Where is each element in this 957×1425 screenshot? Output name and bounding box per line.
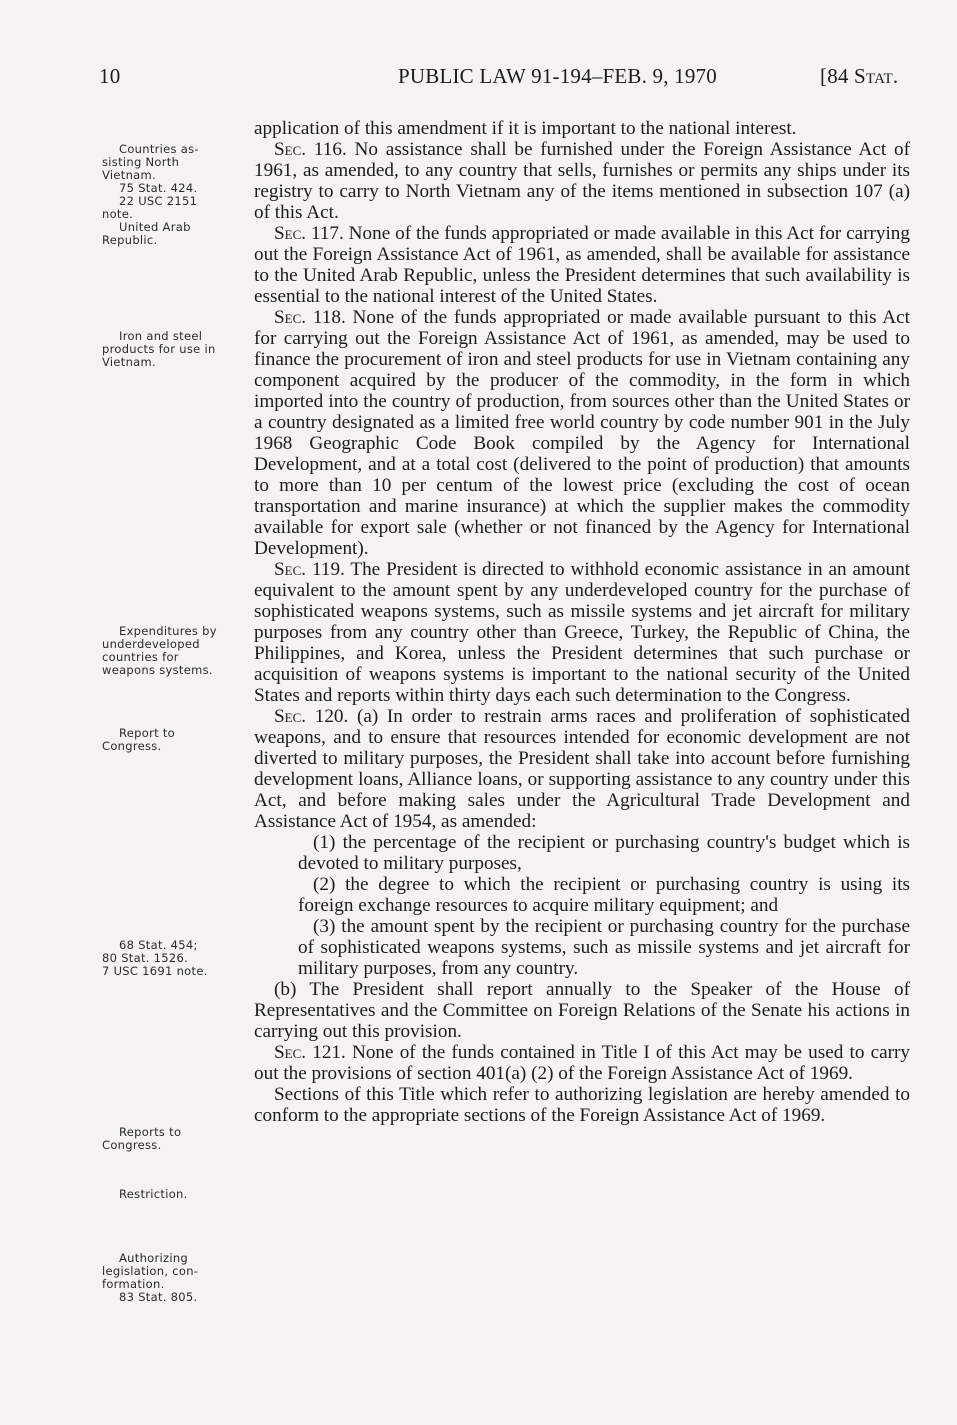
margin-note-line: Congress. bbox=[102, 739, 162, 753]
section-120 bbox=[254, 706, 910, 832]
margin-note-line: Vietnam. bbox=[102, 355, 156, 369]
section-116 bbox=[254, 139, 910, 223]
paragraph-text: (b) The President shall report annually to the Speaker of the House of Representatives and the Committee on Foreign Relations of the Senate his actions in carrying out this provision. bbox=[254, 979, 910, 1042]
paragraph-text: 118. None of the funds appropriated or made available pursuant to this Act for carrying out the Foreign Assistance Act of 1961, as amended, may be used to finance the procurement of iron and steel products for use in Vietnam containing any component acquired by the producer of the commodity, in the form in which imported into the country of production, from sources other than the United States or a country designated as a limited free world country by code number 901 in the July 1968 Geographic Code Book compiled by the Agency for International Development, and at a total cost (delivered to the point of production) that amounts to more than 10 per centum of the lowest price (excluding the cost of ocean transportation and marine insurance) at which the supplier makes the commodity available for export sale (whether or not financed by the Agency for International Development). bbox=[254, 307, 910, 559]
margin-note-line: sisting North bbox=[102, 155, 180, 169]
margin-note-line: Authorizing bbox=[119, 1251, 189, 1265]
margin-note-north-vietnam bbox=[102, 143, 252, 247]
margin-note-expenditures bbox=[102, 625, 252, 677]
paragraph-text: 116. No assistance shall be furnished under the Foreign Assistance Act of 1961, as amended, to any country that sells, furnishes or permits any ships under its registry to carry to North Vietnam any of the items mentioned in subsection 107 (a) of this Act. bbox=[254, 139, 910, 223]
list-item: (2) the degree to which the recipient or purchasing country is using its foreign exchange resources to acquire military equipment; and bbox=[298, 874, 910, 916]
margin-note-line: Restriction. bbox=[119, 1187, 188, 1201]
paragraph-text: application of this amendment if it is important to the national interest. bbox=[254, 118, 797, 139]
section-label: Sec. bbox=[274, 223, 307, 244]
margin-note-line: products for use in bbox=[102, 342, 216, 356]
margin-note-line: 75 Stat. 424. bbox=[119, 181, 198, 195]
margin-note-line: formation. bbox=[102, 1277, 165, 1291]
section-label: Sec. bbox=[274, 559, 307, 580]
section-label: Sec. bbox=[274, 1042, 307, 1063]
margin-note-line: Report to bbox=[119, 726, 176, 740]
margin-note-restriction bbox=[102, 1188, 252, 1201]
section-label: Sec. bbox=[274, 307, 307, 328]
margin-note-line: Countries as- bbox=[119, 142, 199, 156]
margin-note-line: 7 USC 1691 note. bbox=[102, 964, 208, 978]
margin-note-line: Iron and steel bbox=[119, 329, 203, 343]
body-text bbox=[254, 118, 910, 1126]
paragraph-text: 119. The President is directed to withhold economic assistance in an amount equivalent to the amount spent by any underdeveloped country for the purchase of sophisticated weapons systems, such as missile systems and jet aircraft for military purposes from any country other than Greece, Turkey, the Republic of China, the Philippines, and Korea, unless the President determines that such purchase or acquisition of weapons systems is important to the national security of the United States and reports within thirty days each such determination to the Congress. bbox=[254, 559, 910, 706]
paragraph-continuation bbox=[254, 118, 910, 139]
margin-note-line: 80 Stat. 1526. bbox=[102, 951, 189, 965]
section-label: Sec. bbox=[274, 139, 307, 160]
margin-note-line: 83 Stat. 805. bbox=[119, 1290, 198, 1304]
margin-note-line: note. bbox=[102, 207, 134, 221]
running-head-title: PUBLIC LAW 91-194–FEB. 9, 1970 bbox=[398, 64, 717, 88]
margin-note-statutes bbox=[102, 939, 252, 978]
section-label: Sec. bbox=[274, 706, 307, 727]
statute-volume bbox=[820, 64, 898, 89]
margin-note-line: legislation, con- bbox=[102, 1264, 199, 1278]
margin-note-line: Congress. bbox=[102, 1138, 162, 1152]
margin-note-line: United Arab bbox=[119, 220, 191, 234]
section-117 bbox=[254, 223, 910, 307]
statute-volume-word: Stat. bbox=[854, 64, 899, 88]
page-number: 10 bbox=[99, 64, 121, 88]
margin-note-line: Vietnam. bbox=[102, 168, 156, 182]
margin-note-line: countries for bbox=[102, 650, 179, 664]
margin-note-line: underdeveloped bbox=[102, 637, 200, 651]
list-item: (1) the percentage of the recipient or purchasing country's budget which is devoted to military purposes, bbox=[298, 832, 910, 874]
margin-note-line: Republic. bbox=[102, 233, 158, 247]
conforming-paragraph bbox=[254, 1084, 910, 1126]
paragraph-text: 117. None of the funds appropriated or made available in this Act for carrying out the Foreign Assistance Act of 1961, as amended, shall be available for assistance to the United Arab Republic, unless the President determines that such availability is essential to the national interest of the United States. bbox=[254, 223, 910, 307]
margin-note-line: Reports to bbox=[119, 1125, 182, 1139]
paragraph-text: Sections of this Title which refer to authorizing legislation are hereby amended to conform to the appropriate sections of the Foreign Assistance Act of 1969. bbox=[254, 1084, 910, 1126]
margin-note-reports bbox=[102, 1126, 252, 1152]
section-121 bbox=[254, 1042, 910, 1084]
margin-note-line: weapons systems. bbox=[102, 663, 213, 677]
paragraph-text: 120. (a) In order to restrain arms races and proliferation of sophisticated weapons, and to ensure that resources intended for economic development are not diverted to military purposes, the President shall take into account before furnishing development loans, Alliance loans, or supporting assistance to any country under this Act, and before making sales under the Agricultural Trade Development and Assistance Act of 1954, as amended: bbox=[254, 706, 910, 832]
margin-note-line: Expenditures by bbox=[119, 624, 217, 638]
margin-note-line: 22 USC 2151 bbox=[119, 194, 198, 208]
margin-notes bbox=[0, 0, 250, 1425]
margin-note-authorizing bbox=[102, 1252, 252, 1304]
margin-note-report bbox=[102, 727, 252, 753]
section-118 bbox=[254, 307, 910, 559]
statute-volume-prefix: [84 bbox=[820, 64, 855, 88]
paragraph-text: 121. None of the funds contained in Title I of this Act may be used to carry out the provisions of section 401(a) (2) of the Foreign Assistance Act of 1969. bbox=[254, 1042, 910, 1084]
list-item: (3) the amount spent by the recipient or purchasing country for the purchase of sophisticated weapons systems, such as missile systems and jet aircraft for military purposes, from any country. bbox=[298, 916, 910, 979]
margin-note-iron-steel bbox=[102, 330, 252, 369]
section-120-b bbox=[254, 979, 910, 1042]
margin-note-line: 68 Stat. 454; bbox=[119, 938, 198, 952]
section-119 bbox=[254, 559, 910, 706]
